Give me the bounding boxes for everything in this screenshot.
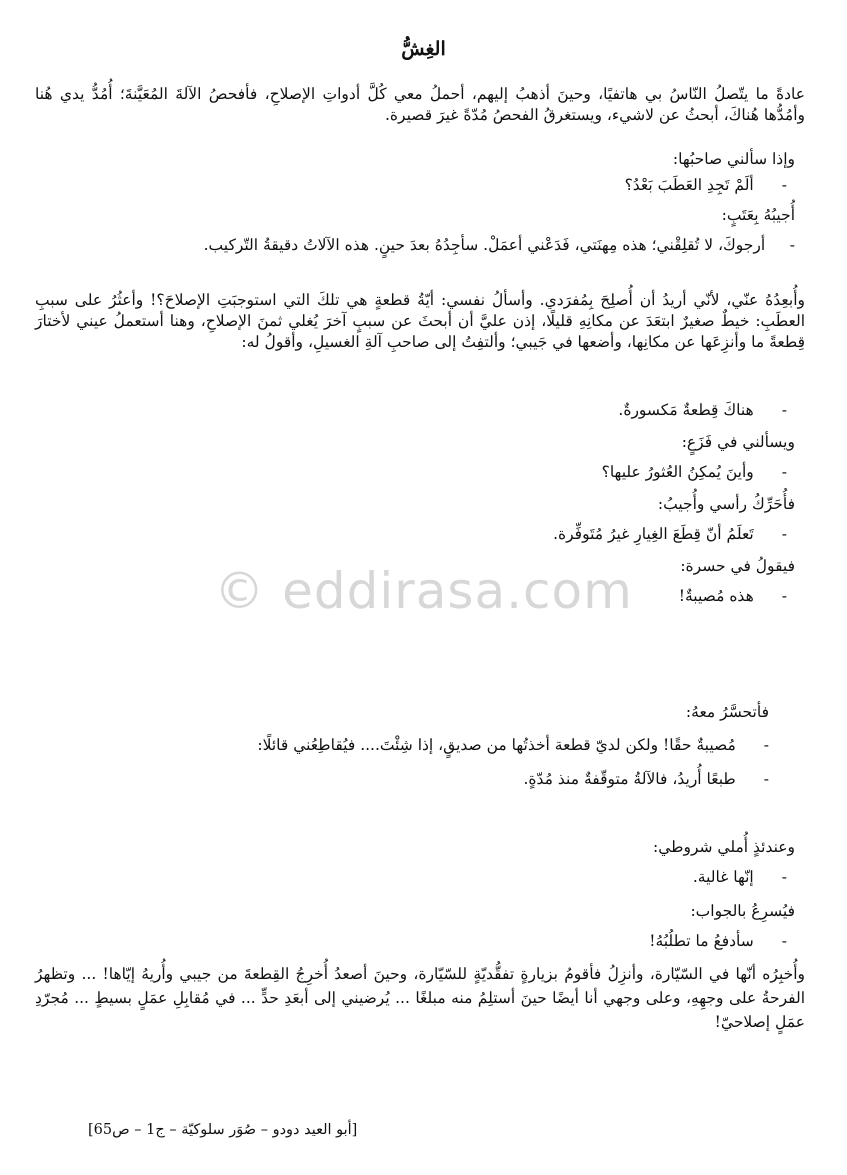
narration-line-7: وعندئذٍ أُملي شروطي: bbox=[652, 838, 795, 856]
dash-icon: - bbox=[781, 525, 787, 543]
dialogue-text-4: وأينَ يُمكِنُ العُثورُ عليها؟ bbox=[601, 463, 754, 481]
dash-icon: - bbox=[781, 463, 787, 481]
narration-line-6: فأتحسَّرُ معهُ: bbox=[685, 703, 769, 721]
source-citation: [أبو العيد دودو – صُوَر سلوكيّة – ج1 – ص65] bbox=[88, 1122, 358, 1138]
paragraph-3: وأُبعِدُهُ عنّي، لأنّي أريدُ أن أُصلِحَ بِمُفرَدي. وأسألُ نفسي: أيّةُ قطعةٍ هي تلكَ التي استوجبَتِ الإصلاحَ؟! وأعثُرُ على سببِ العطَبِ: خيطٌ صغيرٌ ابتعَدَ عن مكانِهِ قليلًا، إذن عليَّ أن أبحثَ عن سببٍ آخرَ يُغلي ثمنَ الإصلاحِ، وهنا أستعملُ عيني لأختارَ قِطعةً ما وأنزِعَها عن مكانِها، وأضعها في جَيبي؛ وألتفِتُ إلى صاحبِ آلةِ الغسيلِ، وأقولُ له: bbox=[35, 291, 805, 351]
dialogue-text-10: سأدفعُ ما تطلُبُهُ! bbox=[649, 932, 754, 950]
dialogue-line-4 bbox=[602, 463, 787, 481]
dialogue-text-3: هناكَ قِطعةٌ مَكسورةٌ. bbox=[618, 401, 754, 419]
dash-icon: - bbox=[763, 770, 769, 788]
dash-icon: - bbox=[765, 236, 795, 254]
dialogue-line-3 bbox=[618, 401, 787, 419]
paragraph-4: وأُخبِرُه أنّها في السّيّارة، وأنزِلُ فأقومُ بزيارةٍ تفقُّديّةٍ للسّيّارة، وحينَ أصعدُ أُخرِجُ القِطعةَ من جيبي وأُريهُ إيّاها! ... وتظهرُ الفرحةُ على وجهِهِ، وعلى وجهي أنا أيضًا حينَ أستلِمُ منه مبلغًا ... يُرضيني إلى أبعَدِ حدٍّ ... في مُقابِلِ عمَلٍ بسيطٍ ... مُجرّدِ عمَلٍ إصلاحيّ! bbox=[35, 965, 805, 1031]
dialogue-text-9: إنّها غالية. bbox=[692, 868, 754, 886]
dash-icon: - bbox=[781, 868, 787, 886]
document-title: الغِشُّ bbox=[401, 38, 446, 60]
dialogue-text-7: مُصيبةٌ حقًا! ولكن لديّ قطعة أخذتُها من صديقٍ، إذا شِئْتَ.... فيُقاطِعُني قائلًا: bbox=[257, 736, 736, 754]
dash-icon: - bbox=[763, 736, 769, 754]
narration-line-8: فيُسرِعُ بالجواب: bbox=[690, 902, 795, 920]
narration-line-3: ويسألني في فَزَعٍ: bbox=[681, 433, 795, 451]
dash-icon: - bbox=[781, 587, 787, 605]
dialogue-text-1: ألَمْ تَجِدِ العَطَبَ بَعْدُ؟ bbox=[624, 176, 754, 194]
dialogue-text-2: أرجوكَ، لا تُقلِقْني؛ هذه مِهنَتي، فَدَعْني أعمَلْ. سأجِدُهُ بعدَ حينٍ. هذه الآلاتُ دقيقةُ التّركيب. bbox=[203, 236, 766, 254]
narration-line-1: وإذا سألني صاحبُها: bbox=[672, 150, 795, 168]
paragraph-2 bbox=[35, 235, 795, 256]
dialogue-text-6: هذه مُصيبةٌ! bbox=[678, 587, 754, 605]
dash-icon: - bbox=[781, 401, 787, 419]
dialogue-text-8: طبعًا أُريدُ، فالآلةُ متوقّفةٌ منذ مُدّةٍ. bbox=[523, 770, 736, 788]
narration-line-4: فأُحَرِّكُ رأسي وأُجيبُ: bbox=[657, 495, 795, 513]
dialogue-line-7 bbox=[257, 736, 769, 754]
paragraph-1: عادةً ما يتّصلُ النّاسُ بي هاتفيًا، وحينَ أذهبُ إليهم، أحملُ معي كُلَّ أدواتِ الإصلاحِ، فأفحصُ الآلةَ المُعَيَّنةَ؛ أُمُدُّ يدي هُنا وأمُدُّها هُناكَ، أبحثُ عن لاشيء، ويستغرقُ الفحصُ مُدّةً غيرَ قصيرة. bbox=[35, 85, 805, 124]
dash-icon: - bbox=[781, 932, 787, 950]
narration-line-5: فيقولُ في حسرة: bbox=[680, 557, 795, 575]
dialogue-text-5: تَعلَمُ أنّ قِطَعَ الغِيارِ غيرُ مُتَوفِّرة. bbox=[553, 525, 754, 543]
dialogue-line-1 bbox=[625, 176, 787, 194]
dash-icon: - bbox=[781, 176, 787, 194]
dialogue-line-10 bbox=[649, 932, 787, 950]
narration-line-2: أُجيبُهُ بِعَتَبٍ: bbox=[721, 206, 795, 224]
dialogue-line-5 bbox=[553, 525, 787, 543]
dialogue-line-9 bbox=[693, 868, 787, 886]
dialogue-line-8 bbox=[524, 770, 770, 788]
watermark: © eddirasa.com bbox=[214, 562, 633, 620]
